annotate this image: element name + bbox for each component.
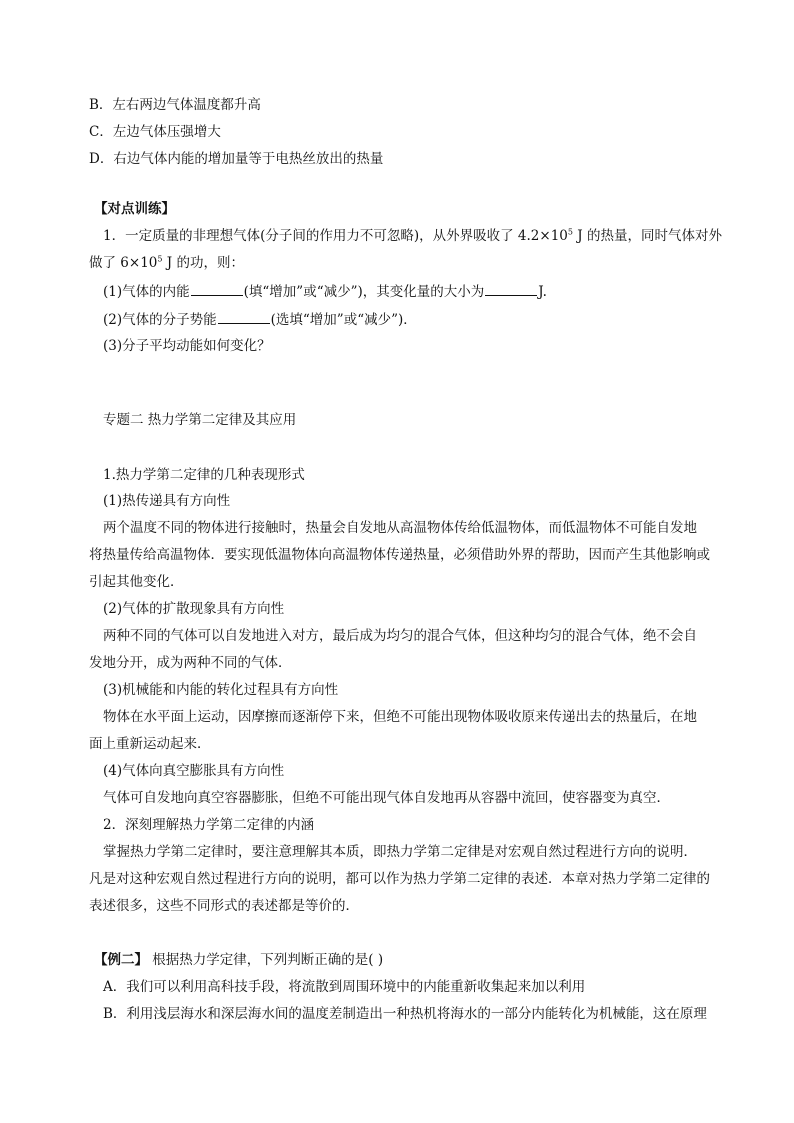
practice-question-line1 bbox=[103, 226, 722, 246]
q-text-1: 1．一定质量的非理想气体(分子间的作用力不可忽略)，从外界吸收了 4.2×10 bbox=[103, 228, 568, 244]
q-exponent-2: 5 bbox=[157, 254, 163, 264]
topic2-s2-line2: 发地分开，成为两种不同的气体． bbox=[89, 655, 292, 671]
topic2-s2-line1: 两种不同的气体可以自发地进入对方，最后成为均匀的混合气体，但这种均匀的混合气体，绝不会自 bbox=[103, 628, 697, 644]
topic2-s1-line2: 将热量传给高温物体．要实现低温物体向高温物体传递热量，必须借助外界的帮助，因而产生其他影响或 bbox=[89, 547, 710, 563]
example2-label: 【例二】 bbox=[94, 952, 148, 968]
topic2-sec2-line2: 凡是对这种宏观自然过程进行方向的说明，都可以作为热力学第二定律的表述．本章对热力学第二定律的 bbox=[89, 871, 710, 887]
option-c: C．左边气体压强增大 bbox=[89, 124, 221, 140]
topic2-s4-line1: 气体可自发地向真空容器膨胀，但绝不可能出现气体自发地再从容器中流回，使容器变为真空． bbox=[103, 790, 670, 806]
example2-question: 根据热力学定律，下列判断正确的是( ) bbox=[148, 952, 384, 968]
topic2-sec2-line3: 表述很多，这些不同形式的表述都是等价的． bbox=[89, 898, 359, 914]
answer-blank-3[interactable] bbox=[218, 309, 270, 324]
answer-blank-2[interactable] bbox=[485, 281, 537, 296]
topic2-sec1-title: 1.热力学第二定律的几种表现形式 bbox=[103, 467, 305, 483]
topic2-sec2-title: 2．深刻理解热力学第二定律的内涵 bbox=[103, 817, 315, 833]
practice-sub2 bbox=[103, 309, 417, 330]
sub2-text-b: (选填“增加”或“减少”)． bbox=[270, 312, 417, 328]
topic2-s2-title: (2)气体的扩散现象具有方向性 bbox=[103, 601, 285, 617]
sub1-text-b: (填“增加”或“减少”)，其变化量的大小为 bbox=[243, 284, 485, 300]
topic2-s1-title: (1)热传递具有方向性 bbox=[103, 493, 231, 509]
sub2-text-a: (2)气体的分子势能 bbox=[103, 312, 217, 328]
example2-stem bbox=[94, 950, 383, 970]
answer-blank-1[interactable] bbox=[191, 281, 243, 296]
q-text-3: 做了 6×10 bbox=[89, 255, 158, 271]
example2-option-b: B．利用浅层海水和深层海水间的温度差制造出一种热机将海水的一部分内能转化为机械能，这在原理 bbox=[103, 1006, 707, 1022]
q-text-2: J 的热量，同时气体对外 bbox=[572, 228, 722, 244]
option-d: D．右边气体内能的增加量等于电热丝放出的热量 bbox=[89, 151, 384, 167]
q-exponent-1: 5 bbox=[567, 227, 573, 237]
topic2-s1-line3: 引起其他变化． bbox=[89, 574, 184, 590]
sub1-text-a: (1)气体的内能 bbox=[103, 284, 190, 300]
sub1-text-c: J. bbox=[538, 284, 547, 300]
topic2-s3-line1: 物体在水平面上运动，因摩擦而逐渐停下来，但绝不可能出现物体吸收原来传递出去的热量后，在地 bbox=[103, 709, 697, 725]
topic2-sec2-line1: 掌握热力学第二定律时，要注意理解其本质，即热力学第二定律是对宏观自然过程进行方向的说明． bbox=[103, 844, 697, 860]
topic2-s3-title: (3)机械能和内能的转化过程具有方向性 bbox=[103, 682, 339, 698]
topic2-s1-line1: 两个温度不同的物体进行接触时，热量会自发地从高温物体传给低温物体，而低温物体不可能自发地 bbox=[103, 520, 697, 536]
q-text-4: J 的功，则： bbox=[162, 255, 244, 271]
practice-sub1 bbox=[103, 281, 547, 302]
topic2-s4-title: (4)气体向真空膨胀具有方向性 bbox=[103, 763, 285, 779]
practice-question-line2 bbox=[89, 253, 244, 273]
practice-heading: 【对点训练】 bbox=[94, 201, 175, 217]
option-b: B．左右两边气体温度都升高 bbox=[89, 97, 261, 113]
example2-option-a: A．我们可以利用高科技手段，将流散到周围环境中的内能重新收集起来加以利用 bbox=[103, 979, 586, 995]
topic2-title: 专题二 热力学第二定律及其应用 bbox=[103, 412, 297, 428]
practice-sub3: (3)分子平均动能如何变化？ bbox=[103, 338, 271, 354]
topic2-s3-line2: 面上重新运动起来． bbox=[89, 736, 211, 752]
